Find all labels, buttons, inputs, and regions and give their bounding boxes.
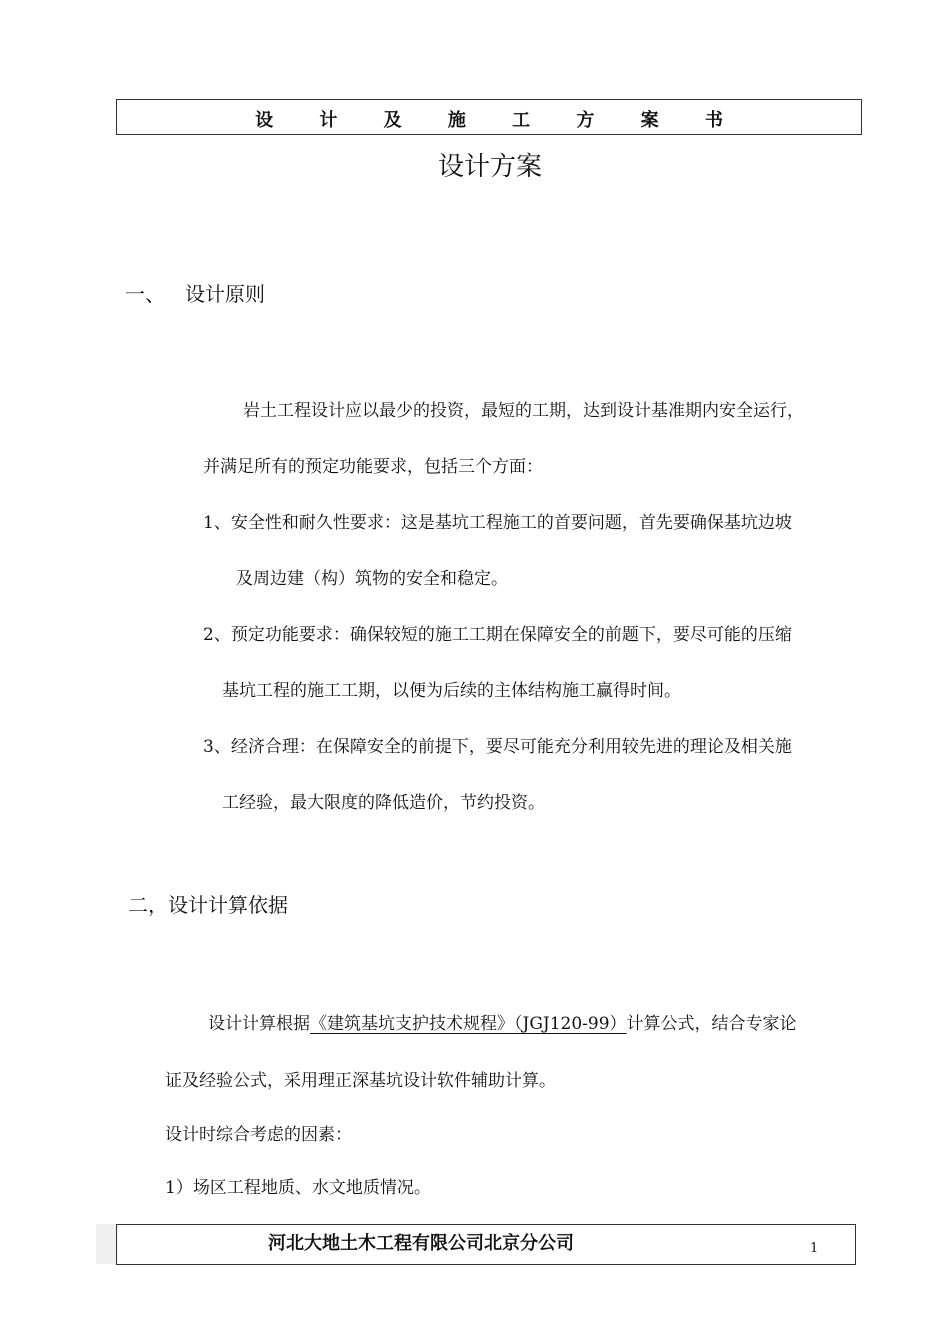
header-title: 设 计 及 施 工 方 案 书	[255, 110, 743, 131]
standard-reference: 《建筑基坑支护技术规程》（JGJ120-99）	[310, 1014, 627, 1034]
page-number: 1	[810, 1241, 819, 1256]
item1-line1: 1、安全性和耐久性要求：这是基坑工程施工的首要问题，首先要确保基坑边坡	[203, 513, 792, 533]
section2-line1	[208, 1009, 797, 1034]
section2-line1-prefix: 设计计算根据	[208, 1014, 310, 1034]
item2-line1: 2、预定功能要求：确保较短的施工工期在保障安全的前题下，要尽可能的压缩	[203, 625, 792, 645]
item2-line2: 基坑工程的施工工期，以便为后续的主体结构施工赢得时间。	[222, 681, 681, 701]
section2-line2: 证及经验公式，采用理正深基坑设计软件辅助计算。	[165, 1071, 556, 1091]
item3-line1: 3、经济合理：在保障安全的前提下，要尽可能充分利用较先进的理论及相关施	[203, 737, 792, 757]
section1-intro-line1: 岩土工程设计应以最少的投资，最短的工期，达到设计基准期内安全运行，	[243, 401, 804, 421]
document-title: 设计方案	[437, 152, 542, 182]
item3-line2: 工经验，最大限度的降低造价，节约投资。	[222, 793, 545, 813]
section1-intro-line2: 并满足所有的预定功能要求，包括三个方面：	[203, 457, 543, 477]
factor-item-1: 1）场区工程地质、水文地质情况。	[165, 1178, 431, 1198]
section1-heading-text: 设计原则	[185, 282, 265, 306]
footer-company: 河北大地土木工程有限公司北京分公司	[268, 1233, 574, 1254]
section2-line1-suffix: 计算公式，结合专家论	[626, 1014, 797, 1034]
factors-label: 设计时综合考虑的因素：	[165, 1125, 352, 1145]
section1-heading	[125, 278, 265, 307]
footer-margin	[96, 1224, 118, 1264]
header-box	[116, 99, 862, 135]
section2-heading: 二，设计计算依据	[128, 893, 288, 917]
section1-number: 一、	[125, 282, 165, 306]
item1-line2: 及周边建（构）筑物的安全和稳定。	[236, 569, 508, 589]
